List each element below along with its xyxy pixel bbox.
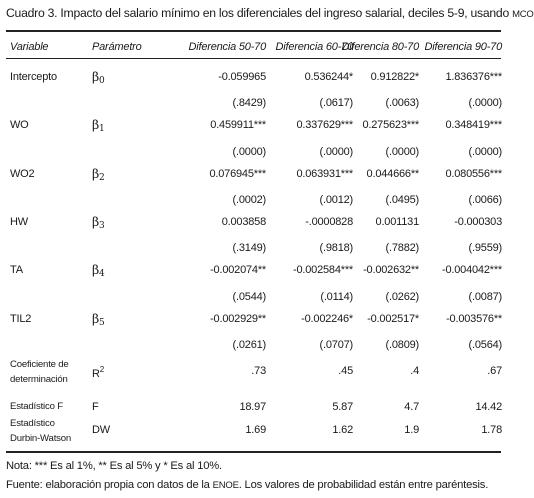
parameter-symbol-base: β xyxy=(92,262,100,277)
coefficient-cell: 0.063931*** xyxy=(296,168,353,180)
stat-symbol xyxy=(92,424,110,436)
pvalue-cell: (.0564) xyxy=(468,339,502,351)
variable-label: TIL2 xyxy=(10,313,32,325)
header-parameter: Parámetro xyxy=(92,41,142,53)
coefficient-cell: -0.059965 xyxy=(218,71,266,83)
coefficient-cell: -0.002584*** xyxy=(293,264,353,276)
table-note: Nota: *** Es al 1%, ** Es al 5% y * Es al 10%. xyxy=(6,460,222,472)
coefficient-cell: 0.001131 xyxy=(375,216,419,228)
parameter-symbol-subscript: 0 xyxy=(99,76,105,86)
coefficient-cell: -.0000828 xyxy=(305,216,353,228)
pvalue-cell: (.0063) xyxy=(385,97,419,109)
pvalue-cell: (.0617) xyxy=(319,97,353,109)
pvalue-cell: (.0544) xyxy=(232,291,266,303)
pvalue-cell: (.0000) xyxy=(468,146,502,158)
coefficient-cell: 0.337629*** xyxy=(296,119,353,131)
header-col3: Diferencia 80-70 xyxy=(341,41,419,53)
parameter-symbol-subscript: 1 xyxy=(99,124,105,134)
caption-title: Impacto del salario mínimo en los diferenciales del ingreso salarial, deciles 5-9, usando xyxy=(60,6,509,20)
parameter-symbol-base: β xyxy=(92,214,100,229)
coefficient-cell: -0.000303 xyxy=(454,216,502,228)
source-text-after: . Los valores de probabilidad están entre paréntesis. xyxy=(238,479,489,491)
coefficient-cell: 0.044666** xyxy=(366,168,419,180)
header-rule xyxy=(6,58,501,59)
parameter-symbol-base: β xyxy=(92,311,100,326)
coefficient-cell: -0.002517* xyxy=(367,313,419,325)
pvalue-cell: (.3149) xyxy=(232,242,266,254)
stat-value-cell: 1.62 xyxy=(332,424,353,436)
coefficient-cell: 0.003858 xyxy=(221,216,266,228)
stat-value-cell: .4 xyxy=(410,365,419,377)
stat-value-cell: 5.87 xyxy=(332,401,353,413)
stat-value-cell: .73 xyxy=(251,365,266,377)
coefficient-cell: 0.459911*** xyxy=(210,119,266,131)
pvalue-cell: (.0066) xyxy=(468,194,502,206)
coefficient-cell: 0.912822* xyxy=(370,71,419,83)
caption-label: Cuadro 3. xyxy=(6,6,58,20)
pvalue-cell: (.0495) xyxy=(385,194,419,206)
stat-value-cell: .45 xyxy=(338,365,353,377)
pvalue-cell: (.0000) xyxy=(468,97,502,109)
pvalue-cell: (.9559) xyxy=(468,242,502,254)
source-text-before: Fuente: elaboración propia con datos de la xyxy=(6,479,210,491)
stat-label: Estadístico xyxy=(10,418,55,429)
coefficient-cell: -0.002632** xyxy=(363,264,419,276)
stat-label-line2: determinación xyxy=(10,374,68,385)
coefficient-cell: -0.004042*** xyxy=(442,264,502,276)
variable-label: Intercepto xyxy=(10,71,57,83)
parameter-symbol xyxy=(92,166,105,183)
header-col1: Diferencia 50-70 xyxy=(188,41,266,53)
pvalue-cell: (.0262) xyxy=(385,291,419,303)
stat-value-cell: 1.69 xyxy=(245,424,266,436)
parameter-symbol xyxy=(92,311,105,328)
parameter-symbol-base: β xyxy=(92,166,100,181)
parameter-symbol-subscript: 5 xyxy=(99,318,105,328)
coefficient-cell: 0.080556*** xyxy=(445,168,502,180)
top-rule xyxy=(6,30,501,32)
bottom-rule xyxy=(6,451,501,453)
stat-value-cell: .67 xyxy=(487,365,502,377)
pvalue-cell: (.0809) xyxy=(385,339,419,351)
pvalue-cell: (.0261) xyxy=(232,339,266,351)
pvalue-cell: (.8429) xyxy=(232,97,266,109)
table-source xyxy=(6,479,488,491)
header-col4: Diferencia 90-70 xyxy=(424,41,502,53)
pvalue-cell: (.0707) xyxy=(319,339,353,351)
table-caption xyxy=(6,6,534,20)
stat-value-cell: 14.42 xyxy=(475,401,502,413)
stat-value-cell: 1.9 xyxy=(404,424,419,436)
stat-value-cell: 1.78 xyxy=(481,424,502,436)
header-col2: Diferencia 60-70 xyxy=(275,41,353,53)
stat-label-line2: Durbin-Watson xyxy=(10,433,72,444)
pvalue-cell: (.0012) xyxy=(319,194,353,206)
parameter-symbol xyxy=(92,262,105,279)
parameter-symbol-subscript: 2 xyxy=(99,173,105,183)
coefficient-cell: 0.076945*** xyxy=(209,168,266,180)
stat-symbol xyxy=(92,401,99,413)
coefficient-cell: 0.536244* xyxy=(304,71,353,83)
caption-method: MCO xyxy=(512,9,534,20)
coefficient-cell: -0.002929** xyxy=(210,313,266,325)
pvalue-cell: (.0000) xyxy=(319,146,353,158)
header-variable: Variable xyxy=(10,41,49,53)
parameter-symbol xyxy=(92,69,105,86)
pvalue-cell: (.7882) xyxy=(385,242,419,254)
pvalue-cell: (.0000) xyxy=(232,146,266,158)
variable-label: HW xyxy=(10,216,28,228)
stat-symbol-base: DW xyxy=(92,424,110,436)
coefficient-cell: 1.836376*** xyxy=(445,71,502,83)
source-enoe: ENOE xyxy=(212,480,239,491)
variable-label: WO xyxy=(10,119,29,131)
coefficient-cell: -0.002074** xyxy=(210,264,266,276)
coefficient-cell: -0.003576** xyxy=(446,313,502,325)
stat-label: Coeficiente de xyxy=(10,359,69,370)
stat-symbol xyxy=(92,365,104,380)
stat-value-cell: 18.97 xyxy=(239,401,266,413)
pvalue-cell: (.0000) xyxy=(385,146,419,158)
variable-label: TA xyxy=(10,264,23,276)
variable-label: WO2 xyxy=(10,168,35,180)
parameter-symbol-base: β xyxy=(92,69,100,84)
pvalue-cell: (.0087) xyxy=(468,291,502,303)
stat-value-cell: 4.7 xyxy=(404,401,419,413)
parameter-symbol-base: β xyxy=(92,117,100,132)
pvalue-cell: (.0114) xyxy=(320,291,353,303)
pvalue-cell: (.9818) xyxy=(319,242,353,254)
stat-label: Estadístico F xyxy=(10,401,63,412)
parameter-symbol-subscript: 4 xyxy=(99,269,105,279)
parameter-symbol xyxy=(92,214,105,231)
parameter-symbol-subscript: 3 xyxy=(99,221,105,231)
pvalue-cell: (.0002) xyxy=(232,194,266,206)
coefficient-cell: 0.348419*** xyxy=(445,119,502,131)
stat-symbol-superscript: 2 xyxy=(99,365,104,374)
parameter-symbol xyxy=(92,117,105,134)
coefficient-cell: 0.275623*** xyxy=(362,119,419,131)
stat-symbol-base: F xyxy=(92,401,99,413)
coefficient-cell: -0.002246* xyxy=(301,313,353,325)
stat-symbol-base: R xyxy=(92,368,100,380)
